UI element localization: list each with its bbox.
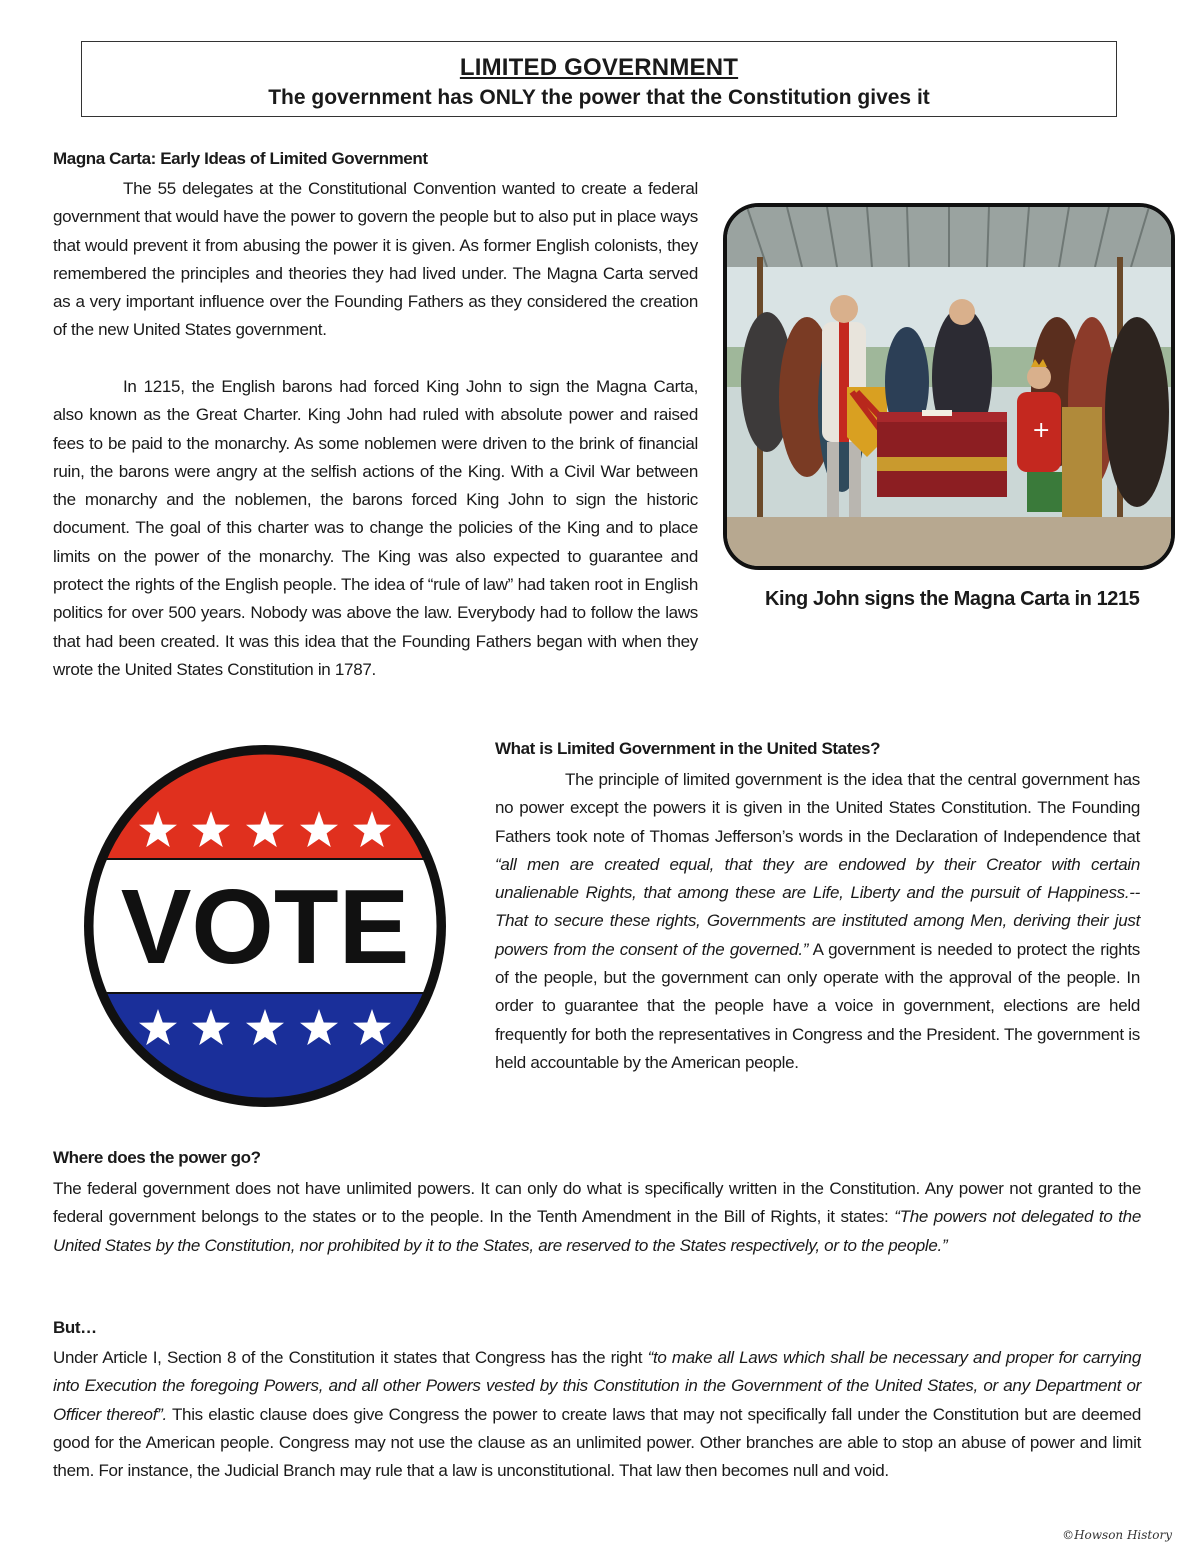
elastic-clause-text-b: This elastic clause does give Congress the power to create laws that may not specifically fall under the Constitution but are deemed good for the American people. Congress may not use the clause as an unlimited power. Other branches are able to stop an abuse of power and limit them. For instance, the Judicial Branch may rule that a law is unconstitutional. That law then becomes null and void.	[53, 1404, 1141, 1481]
page-subtitle: The government has ONLY the power that the Constitution gives it	[268, 86, 930, 109]
image-caption: King John signs the Magna Carta in 1215	[765, 588, 1140, 610]
svg-text:+: +	[1032, 418, 1051, 443]
footer-credit: ©Howson History	[1062, 1528, 1172, 1542]
magna-carta-paragraph-1: The 55 delegates at the Constitutional Convention wanted to create a federal government that would have the power to govern the people but to also put in place ways that would prevent it from abusing the power it is given. As former English colonists, they remembered the principles and theories they had lived under. The Magna Carta served as a very important influence over the Founding Fathers as they considered the creation of the new United States government.	[53, 179, 698, 340]
limited-government-heading: What is Limited Government in the United States?	[495, 739, 881, 758]
page-title: LIMITED GOVERNMENT	[459, 54, 739, 81]
declaration-quote: “all men are created equal, that they are endowed by their Creator with certain unalienable Rights, that among these are Life, Liberty and the pursuit of Happiness.--That to secure these rights, Governments are instituted among Men, deriving their just powers from the consent of the governed.”	[495, 854, 1140, 959]
limited-government-text-a: The principle of limited government is the idea that the central government has no power except the powers it is given in the United States Constitution. The Founding Fathers took note of Thomas Jefferson’s words in the Declaration of Independence that	[495, 770, 1140, 846]
magna-carta-illustration	[723, 203, 1175, 570]
limited-government-text-b: A government is needed to protect the rights of the people, but the government can only operate with the approval of the people. In order to guarantee that the people have a voice in government, elections are held frequently for both the representatives in Congress and the President. The government is held accountable by the American people.	[495, 939, 1140, 1072]
power-text-a: The federal government does not have unlimited powers. It can only do what is specifically written in the Constitution. Any power not granted to the federal government belongs to the states or to the people. In the Tenth Amendment in the Bill of Rights, it states:	[53, 1179, 1141, 1227]
title-box	[81, 41, 1117, 117]
elastic-clause-quote: “to make all Laws which shall be necessary and proper for carrying into Execution the foregoing Powers, and all other Powers vested by this Constitution in the Government of the United States, or any Department or Officer thereof”.	[53, 1348, 1141, 1424]
red-band	[76, 741, 454, 859]
elastic-clause-paragraph	[53, 1344, 1141, 1485]
but-heading: But…	[53, 1318, 97, 1337]
tenth-amendment-quote: “The powers not delegated to the United States by the Constitution, nor prohibited by it to the States, are reserved to the States respectively, or to the people.”	[53, 1207, 1141, 1255]
vote-button-graphic	[76, 741, 454, 1111]
limited-government-paragraph	[495, 766, 1140, 1077]
king-john-signing-scene	[727, 207, 1171, 566]
magna-carta-heading: Magna Carta: Early Ideas of Limited Government	[53, 149, 428, 168]
power-heading: Where does the power go?	[53, 1148, 261, 1167]
vote-label: VOTE	[120, 868, 410, 986]
magna-carta-paragraph-2: In 1215, the English barons had forced King John to sign the Magna Carta, also known as the Great Charter. King John had ruled with absolute power and raised fees to be paid to the monarchy. As some noblemen were driven to the brink of financial ruin, the barons were angry at the selfish actions of the King. With a Civil War between the monarchy and the noblemen, the barons forced King John to sign the historic document. The goal of this charter was to change the policies of the King and to place limits on the power of the monarchy. The King was also expected to guarantee and protect the rights of the English people. The idea of “rule of law” had taken root in English politics for over 500 years. Nobody was above the law. Everybody had to follow the laws that had been created. It was this idea that the Founding Fathers began with when they wrote the United States Constitution in 1787.	[53, 377, 698, 679]
elastic-clause-text-a: Under Article I, Section 8 of the Constitution it states that Congress has the right	[53, 1348, 648, 1367]
power-paragraph	[53, 1175, 1141, 1260]
